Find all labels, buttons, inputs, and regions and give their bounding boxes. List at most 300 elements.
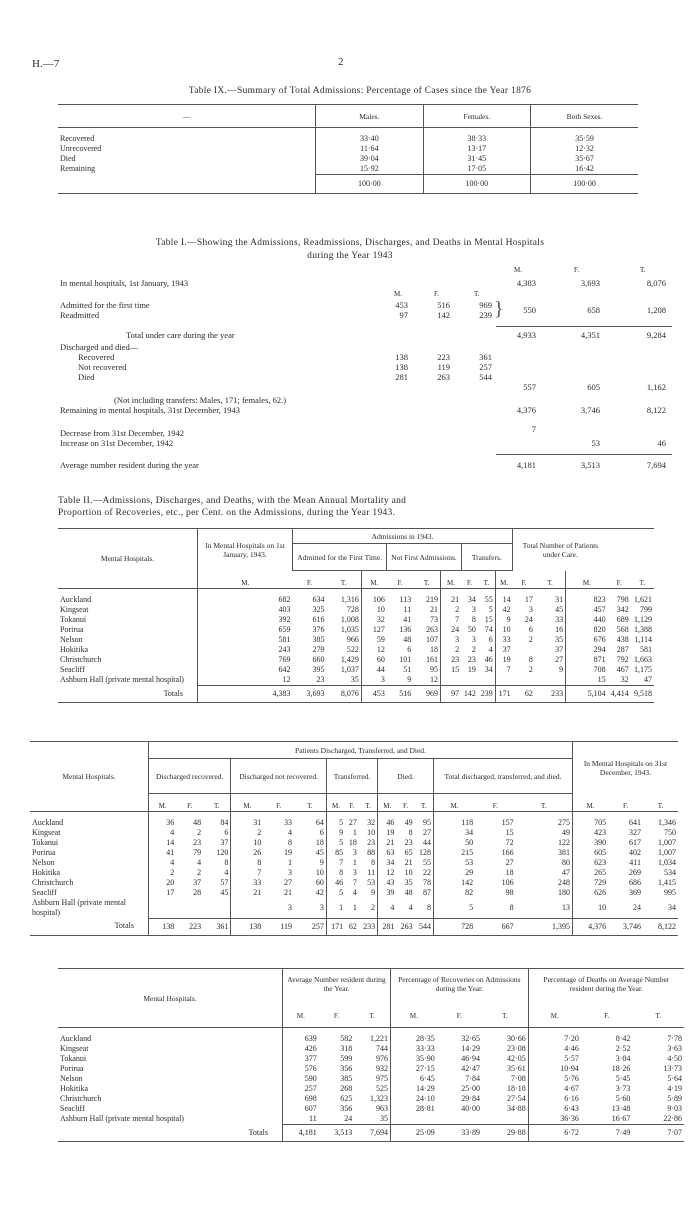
cell: 32 — [367, 818, 376, 827]
cell: 1,621 — [634, 595, 652, 604]
cell: 2 — [440, 605, 461, 615]
cell: 15 — [566, 675, 608, 686]
table2-title-line2: Proportion of Recoveries, etc., per Cent. on the Admissions, during the Year 1943. — [58, 508, 396, 518]
col-header-m: M. — [283, 999, 319, 1028]
cell: 686 — [628, 878, 641, 887]
table-row — [58, 154, 638, 164]
cell: 4 — [149, 858, 177, 868]
col-header-f: F. — [461, 571, 478, 589]
cell: 15·92 — [316, 164, 423, 175]
cell: 287 — [616, 645, 629, 654]
cell: 12·32 — [531, 144, 638, 154]
cell: 27 — [422, 828, 431, 837]
cell: 385 — [340, 1074, 353, 1083]
total-cell: 171 — [326, 918, 345, 935]
cell: 457 — [566, 605, 608, 615]
cell: 392 — [198, 615, 293, 625]
cell: 568 — [616, 625, 629, 634]
cell: 5 — [433, 898, 475, 918]
cell: 42·47 — [461, 1064, 480, 1073]
cell — [535, 675, 566, 686]
cell: 3 — [319, 902, 324, 912]
cell: 44 — [361, 665, 387, 675]
hospital-name: Seacliff — [32, 888, 57, 897]
cell: 43 — [378, 878, 397, 888]
cell: 46·94 — [461, 1054, 480, 1063]
cell: 45 — [555, 605, 564, 614]
table-totals-row — [30, 918, 678, 935]
died-t: 544 — [479, 372, 492, 382]
cell: 599 — [340, 1054, 353, 1063]
cell: 676 — [566, 635, 608, 645]
hospital-name: Porirua — [60, 625, 84, 634]
cell: 51 — [403, 665, 412, 674]
cell: 16·67 — [611, 1114, 631, 1123]
cell: 21 — [440, 589, 461, 606]
cell: 467 — [616, 665, 629, 674]
cell: 4 — [197, 858, 202, 867]
cell: 38·33 — [423, 128, 531, 145]
col-header-f: F. — [396, 794, 414, 812]
cell: 21 — [284, 888, 292, 897]
cell: 49 — [404, 818, 413, 827]
first-time-t: 969 — [479, 300, 492, 310]
cell: 3 — [352, 848, 357, 857]
cell: 8 — [288, 838, 292, 847]
total-cell: 29·88 — [482, 1125, 528, 1142]
col-header-f: F. — [319, 999, 354, 1028]
cell: 356 — [340, 1104, 353, 1113]
cell: 28 — [193, 888, 202, 897]
cell: 46 — [484, 655, 493, 664]
first-time-label: Admitted for the first time — [60, 300, 150, 310]
cell: 659 — [198, 625, 293, 635]
cell: 31 — [555, 595, 564, 604]
cell: 59 — [361, 635, 387, 645]
cell: 1,388 — [634, 625, 652, 634]
t2-h-notfirst: Not First Admissions. — [387, 544, 461, 571]
cell: 440 — [566, 615, 608, 625]
total-cell: 171 — [495, 686, 512, 703]
cell: 1,034 — [658, 858, 676, 867]
table1-title: Table I.—Showing the Admissions, Readmissions, Discharges, and Deaths in Mental Hospitals — [155, 238, 545, 248]
hospital-name: Tokanui — [32, 838, 59, 847]
cell: 19 — [378, 828, 397, 838]
table-totals-row — [58, 1125, 684, 1142]
cell: 729 — [572, 878, 608, 888]
t2-h-adm: Admissions in 1943. — [293, 529, 513, 544]
cell: 18 — [429, 645, 438, 654]
discharged-label: Discharged and died— — [60, 342, 139, 352]
t2-h-hospitals: Mental Hospitals. — [58, 529, 198, 589]
cell: 381 — [557, 848, 570, 857]
cell — [513, 645, 535, 655]
died-label: Died — [78, 372, 95, 382]
cell: 22·86 — [663, 1114, 682, 1123]
cell: 7 — [352, 878, 357, 887]
cell: 582 — [340, 1034, 353, 1043]
cell: 32·65 — [461, 1034, 480, 1043]
total-cell: 7·07 — [632, 1125, 684, 1142]
t3-h-dec31: In Mental Hospitals on 31st December, 1943. — [572, 742, 678, 794]
hospital-name: Christchurch — [60, 1094, 102, 1103]
first-time-m: 453 — [395, 300, 408, 310]
cell: 11·64 — [316, 144, 423, 154]
cell: 27 — [284, 878, 292, 887]
cell: 1,221 — [369, 1034, 388, 1043]
cell: 122 — [557, 838, 570, 847]
cell: 423 — [572, 828, 608, 838]
cell: 14 — [149, 838, 177, 848]
readmitted-t: 239 — [479, 310, 492, 320]
cell: 26 — [231, 848, 263, 858]
table-row — [58, 615, 654, 625]
cell: 35·90 — [390, 1054, 436, 1064]
admitted-sum-f: 658 — [587, 305, 600, 315]
col-header-m: M. — [361, 571, 387, 589]
cell: 60 — [361, 655, 387, 665]
total-cell: 233 — [535, 686, 566, 703]
cell: 8 — [224, 858, 229, 867]
cell: 1,316 — [340, 595, 359, 604]
t4-h-recov: Percentage of Recoveries on Admissions during the Year. — [390, 969, 528, 999]
t3-h-hospitals: Mental Hospitals. — [30, 742, 149, 812]
recovered-label: Recovered — [78, 352, 115, 362]
total-cell: 3,513 — [319, 1125, 354, 1142]
cell: 411 — [629, 858, 641, 867]
cell: 1,663 — [634, 655, 652, 664]
col-header-t: T. — [643, 794, 678, 812]
cell — [440, 675, 461, 686]
table-row — [30, 828, 678, 838]
col-header-t: T. — [478, 571, 495, 589]
cell: 21 — [378, 838, 397, 848]
cell: 641 — [628, 818, 641, 827]
col-header-m: M. — [572, 794, 608, 812]
cell: 2 — [371, 902, 376, 912]
cell: 625 — [340, 1094, 353, 1103]
cell: 12 — [378, 868, 397, 878]
cell: 72 — [505, 838, 514, 847]
cell: 37 — [555, 645, 564, 654]
recovered-f: 223 — [437, 352, 450, 362]
total-cell: 281 — [378, 918, 397, 935]
cell: 7 — [440, 615, 461, 625]
cell: 36·36 — [528, 1114, 581, 1125]
row-label: Unrecovered — [60, 144, 102, 153]
table9-header-males: Males. — [316, 105, 423, 128]
cell: 100·00 — [423, 175, 531, 194]
cell: 243 — [198, 645, 293, 655]
cell: 698 — [283, 1094, 319, 1104]
first-time-f: 516 — [437, 300, 450, 310]
transfers-note: (Not including transfers: Males, 171; females, 62.) — [114, 395, 287, 405]
total-cell: 667 — [475, 918, 515, 935]
remaining-t: 8,122 — [646, 405, 666, 415]
died-f: 263 — [437, 372, 450, 382]
col-header-f: F. — [475, 794, 515, 812]
cell: 8 — [371, 858, 376, 867]
hospital-name: Porirua — [60, 1064, 84, 1073]
col-header-m: M. — [390, 999, 436, 1028]
table-row — [58, 645, 654, 655]
cell: 279 — [312, 645, 325, 654]
cell: 27 — [505, 858, 514, 867]
cell: 3 — [471, 635, 476, 644]
cell: 1,429 — [340, 655, 359, 664]
cell: 8 — [326, 868, 345, 878]
row-label: Remaining — [60, 164, 96, 174]
cell: 1,346 — [658, 818, 676, 827]
cell: 9 — [371, 888, 376, 897]
cell: 605 — [572, 848, 608, 858]
cell: 2 — [471, 645, 476, 654]
cell: 1,415 — [658, 878, 676, 887]
total-cell: 62 — [345, 918, 359, 935]
total-cell: 263 — [396, 918, 414, 935]
cell: 750 — [664, 828, 676, 837]
cell: 6·45 — [390, 1074, 436, 1084]
average-f: 3,513 — [580, 460, 600, 470]
cell: 33 — [284, 818, 292, 827]
col-header-m: M. — [566, 571, 608, 589]
cell: 7·08 — [511, 1074, 526, 1083]
cell: 18 — [348, 838, 357, 847]
total-cell: 62 — [513, 686, 535, 703]
cell: 80 — [561, 858, 570, 867]
recovered-m: 138 — [395, 352, 408, 362]
total-cell: 969 — [413, 686, 440, 703]
total-cell: 728 — [433, 918, 475, 935]
jan1-m: 4,383 — [516, 278, 536, 288]
jan1-t: 8,076 — [646, 278, 666, 288]
remaining-label: Remaining in mental hospitals, 31st December, 1943 — [60, 405, 241, 415]
cell: 3 — [528, 605, 533, 614]
cell: 8·42 — [615, 1034, 631, 1043]
col-f: F. — [574, 266, 580, 274]
cell: 64 — [315, 818, 324, 827]
cell: 15 — [440, 665, 461, 675]
average-t: 7,694 — [646, 460, 666, 470]
table-row — [58, 635, 654, 645]
cell: 49 — [561, 828, 570, 837]
cell: 101 — [399, 655, 412, 664]
total-cell: 4,376 — [572, 918, 608, 935]
under-care-m: 4,933 — [516, 330, 536, 340]
cell: 369 — [628, 888, 641, 897]
cell: 4·67 — [528, 1084, 581, 1094]
cell: 3 — [471, 605, 476, 614]
total-cell: 233 — [359, 918, 378, 935]
page-reference: H.—7 — [32, 58, 60, 70]
cell: 3·84 — [615, 1054, 631, 1063]
table9-header-both: Both Sexes. — [531, 105, 638, 128]
cell: 35 — [350, 675, 359, 684]
cell: 1,323 — [369, 1094, 388, 1103]
increase-f: 53 — [591, 438, 600, 448]
cell: 799 — [640, 605, 652, 614]
cell: 42 — [315, 888, 324, 897]
cell: 120 — [216, 848, 229, 857]
total-cell: 3,746 — [608, 918, 643, 935]
total-cell: 516 — [387, 686, 413, 703]
cell: 88 — [367, 848, 376, 857]
cell: 48 — [403, 635, 412, 644]
col-header-t: T. — [413, 571, 440, 589]
not-recovered-label: Not recovered — [78, 362, 127, 372]
cell: 55 — [422, 858, 431, 867]
cell: 14 — [495, 589, 512, 606]
cell: 342 — [616, 605, 629, 614]
table-row — [58, 1084, 684, 1094]
total-cell: 138 — [231, 918, 263, 935]
total-cell: 138 — [149, 918, 177, 935]
total-cell: 97 — [440, 686, 461, 703]
cell: 22 — [422, 868, 431, 877]
cell: 19 — [495, 655, 512, 665]
cell: 13·73 — [663, 1064, 682, 1073]
cell: 5·76 — [528, 1074, 581, 1084]
cell: 50 — [467, 625, 476, 634]
cell: 27·54 — [507, 1094, 526, 1103]
cell: 166 — [501, 848, 514, 857]
cell: 705 — [572, 812, 608, 829]
hospital-name: Ashburn Hall (private mental hospital) — [60, 675, 184, 685]
col-header-m: M. — [495, 571, 512, 589]
table-row — [58, 1114, 684, 1125]
cell: 46 — [326, 878, 345, 888]
col-header-m: M. — [433, 794, 475, 812]
hospital-name: Ashburn Hall (private mental hospital) — [32, 898, 126, 917]
cell: 1,175 — [634, 665, 652, 674]
cell: 395 — [312, 665, 325, 674]
cell: 576 — [283, 1064, 319, 1074]
discharged-sum-f: 605 — [587, 382, 600, 392]
cell: 98 — [505, 888, 514, 897]
cell: 426 — [283, 1044, 319, 1054]
cell: 36 — [149, 812, 177, 829]
table-row — [58, 675, 654, 686]
cell: 4 — [224, 868, 229, 877]
cell — [437, 1114, 482, 1125]
cell: 10 — [404, 868, 413, 877]
col-header-m: M. — [231, 794, 263, 812]
cell: 18·26 — [611, 1064, 631, 1073]
cell: 10 — [361, 605, 387, 615]
cell: 8 — [528, 655, 533, 664]
total-cell: 4,181 — [283, 1125, 319, 1142]
total-cell: 8,122 — [643, 918, 678, 935]
cell: 9 — [326, 828, 345, 838]
total-cell: 33·89 — [437, 1125, 482, 1142]
cell: 37 — [193, 878, 202, 887]
cell — [482, 1114, 528, 1125]
hospital-name: Nelson — [60, 1074, 83, 1083]
t3-h-notrecovered: Discharged not recovered. — [231, 759, 326, 794]
hospital-name: Auckland — [60, 595, 92, 604]
cell: 46 — [378, 812, 397, 829]
cell: 30·66 — [507, 1034, 526, 1043]
sub-col-t: T. — [474, 290, 480, 298]
cell: 2 — [197, 868, 202, 877]
cell: 142 — [433, 878, 475, 888]
cell: 95 — [422, 818, 431, 827]
cell: 219 — [425, 595, 438, 604]
cell: 23 — [193, 838, 202, 847]
cell: 871 — [566, 655, 608, 665]
total-cell: 7·49 — [581, 1125, 633, 1142]
cell: 34 — [484, 665, 493, 674]
cell: 9 — [559, 665, 564, 674]
col-header-t: T. — [354, 999, 390, 1028]
readmitted-label: Readmitted — [60, 310, 100, 320]
hospital-name: Seacliff — [60, 1104, 85, 1113]
hospital-name: Nelson — [60, 635, 83, 644]
col-header-m: M. — [149, 794, 177, 812]
cell: 41 — [403, 615, 412, 624]
col-header-f: F. — [513, 571, 535, 589]
cell: 33·40 — [316, 128, 423, 145]
total-cell: 25·09 — [390, 1125, 436, 1142]
cell: 744 — [375, 1044, 388, 1053]
cell: 3 — [288, 902, 292, 912]
table3 — [30, 741, 678, 936]
cell: 4 — [149, 828, 177, 838]
cell: 12 — [198, 675, 293, 686]
table-row — [58, 1074, 684, 1084]
cell: 8 — [426, 902, 431, 912]
hospital-name: Kingseat — [32, 828, 61, 837]
remaining-m: 4,376 — [516, 405, 536, 415]
cell: 42 — [495, 605, 512, 615]
col-header-t: T. — [631, 571, 654, 589]
col-header-m: M. — [378, 794, 397, 812]
hospital-name: Porirua — [32, 848, 56, 857]
total-cell: 8,076 — [327, 686, 362, 703]
cell: 9 — [319, 858, 324, 867]
table-row — [58, 655, 654, 665]
cell: 21 — [231, 888, 263, 898]
cell: 47 — [561, 868, 570, 877]
not-recovered-m: 138 — [395, 362, 408, 372]
col-header-t: T. — [203, 794, 231, 812]
cell: 34 — [433, 828, 475, 838]
hospital-name: Tokanui — [60, 615, 87, 624]
cell: 689 — [616, 615, 629, 624]
cell: 607 — [283, 1104, 319, 1114]
discharged-sum-m: 557 — [523, 382, 536, 392]
cell: 6 — [407, 645, 412, 654]
table-row — [58, 164, 638, 175]
cell: 390 — [572, 838, 608, 848]
average-m: 4,181 — [516, 460, 536, 470]
cell: 385 — [312, 635, 325, 644]
cell: 525 — [375, 1084, 388, 1093]
cell: 975 — [375, 1074, 388, 1083]
cell: 53 — [367, 878, 376, 887]
cell: 34 — [467, 595, 476, 604]
recovered-t: 361 — [479, 352, 492, 362]
col-m: M. — [514, 266, 522, 274]
cell: 19 — [284, 848, 292, 857]
t2-h-first: Admitted for the First Time. — [293, 544, 387, 571]
cell: 73 — [429, 615, 438, 624]
cell: 55 — [484, 595, 493, 604]
cell: 10 — [367, 828, 376, 837]
table2-title: Table II.—Admissions, Discharges, and Deaths, with the Mean Annual Mortality and — [58, 496, 407, 506]
cell: 40·00 — [461, 1104, 480, 1113]
cell: 2 — [149, 868, 177, 878]
